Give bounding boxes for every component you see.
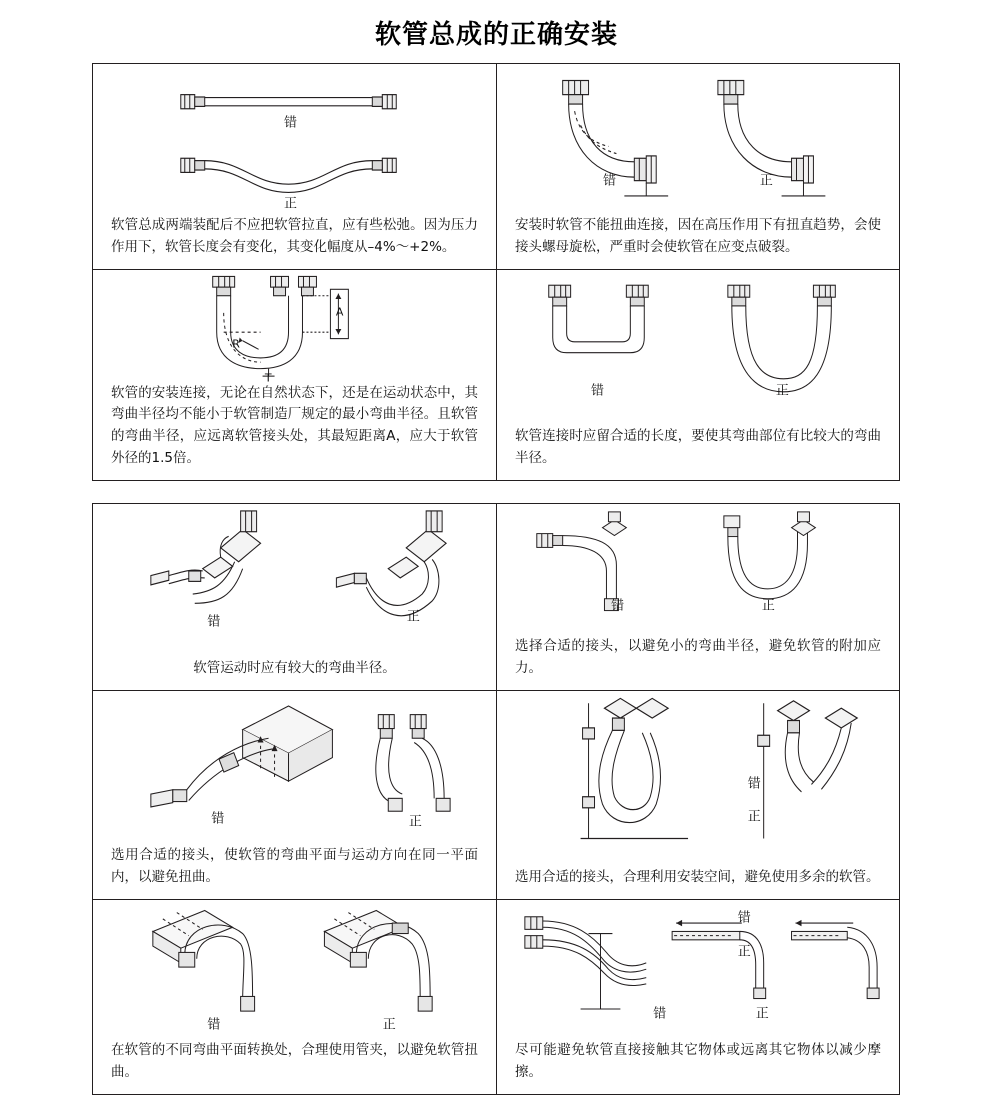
grid-row-4 — [93, 690, 899, 899]
panel-10-label-wrong-2: 错 — [653, 1006, 667, 1022]
panel-9-illustration — [93, 900, 496, 1036]
panel-5 — [93, 504, 496, 690]
panel-4-label-wrong: 错 — [590, 383, 605, 399]
panel-9-caption: 在软管的不同弯曲平面转换处，合理使用管夹，以避免软管扭曲。 — [111, 1042, 478, 1081]
panel-3-illustration — [93, 270, 496, 383]
panel-4-caption: 软管连接时应留合适的长度，要使其弯曲部位有比较大的弯曲半径。 — [515, 428, 881, 467]
panel-3-label-r: R — [232, 337, 240, 351]
grid-row-3 — [93, 504, 899, 690]
panel-6-label-right: 正 — [761, 598, 775, 614]
page-title: 软管总成的正确安装 — [374, 20, 618, 50]
panel-3-label-t: T — [264, 371, 272, 385]
panel-4-label-right: 正 — [775, 383, 789, 399]
panel-7-caption: 选用合适的接头，使软管的弯曲平面与运动方向在同一平面内，以避免扭曲。 — [111, 847, 478, 886]
panel-9 — [93, 900, 496, 1094]
panel-7-illustration — [93, 691, 496, 841]
panel-2 — [496, 64, 899, 269]
panel-10-label-right-2: 正 — [755, 1006, 769, 1022]
grid-row-1 — [93, 64, 899, 269]
panel-1 — [93, 64, 496, 269]
panel-7-label-right: 正 — [408, 814, 422, 830]
panel-5-label-wrong: 错 — [207, 614, 221, 630]
top-grid — [92, 63, 900, 481]
panel-5-illustration — [93, 504, 496, 654]
panel-6-caption: 选择合适的接头，以避免小的弯曲半径，避免软管的附加应力。 — [515, 638, 881, 677]
grid-row-5 — [93, 899, 899, 1094]
panel-8-illustration — [497, 691, 899, 863]
panel-9-label-wrong: 错 — [207, 1017, 221, 1033]
panel-10-caption: 尽可能避免软管直接接触其它物体或远离其它物体以减少摩擦。 — [515, 1042, 881, 1081]
panel-8-label-wrong: 错 — [747, 776, 761, 792]
panel-5-caption: 软管运动时应有较大的弯曲半径。 — [193, 660, 396, 677]
panel-1-label-wrong: 错 — [283, 115, 297, 131]
panel-2-caption: 安装时软管不能扭曲连接，因在高压作用下有扭直趋势，会使接头螺母旋松，严重时会使软管在应变点破裂。 — [515, 217, 881, 256]
panel-7-label-wrong: 错 — [211, 811, 225, 827]
bottom-grid — [92, 503, 900, 1095]
panel-8-caption: 选用合适的接头，合理利用安装空间，避免使用多余的软管。 — [515, 869, 880, 886]
panel-10-illustration — [497, 900, 899, 1036]
panel-4-illustration — [497, 270, 899, 422]
panel-2-label-wrong: 错 — [603, 173, 617, 189]
panel-6-illustration — [497, 504, 899, 632]
panel-6-label-wrong: 错 — [611, 598, 625, 614]
panel-8 — [496, 691, 899, 899]
panel-3 — [93, 270, 496, 480]
panel-7 — [93, 691, 496, 899]
panel-8-label-right: 正 — [747, 809, 761, 825]
panel-10 — [496, 900, 899, 1094]
panel-9-label-right: 正 — [382, 1017, 396, 1033]
panel-3-caption: 软管的安装连接，无论在自然状态下，还是在运动状态中，其弯曲半径均不能小于软管制造厂规定的最小弯曲半径。且软管的弯曲半径，应远离软管接头处，其最短距离A，应大于软管外径的1.5倍。 — [111, 384, 478, 467]
panel-2-illustration — [497, 64, 899, 211]
panel-10-label-right: 正 — [737, 944, 751, 960]
panel-5-label-right: 正 — [406, 609, 420, 625]
panel-6 — [496, 504, 899, 690]
panel-10-label-wrong: 错 — [737, 910, 751, 926]
panel-1-caption: 软管总成两端装配后不应把软管拉直，应有些松弛。因为压力作用下，软管长度会有变化，其变化幅度从–4%～+2%。 — [111, 217, 478, 256]
panel-1-label-right: 正 — [283, 196, 297, 212]
panel-1-illustration — [93, 64, 496, 211]
panel-3-label-a: A — [335, 305, 344, 319]
panel-4 — [496, 270, 899, 480]
panel-2-label-right: 正 — [759, 173, 773, 189]
grid-row-2 — [93, 269, 899, 480]
